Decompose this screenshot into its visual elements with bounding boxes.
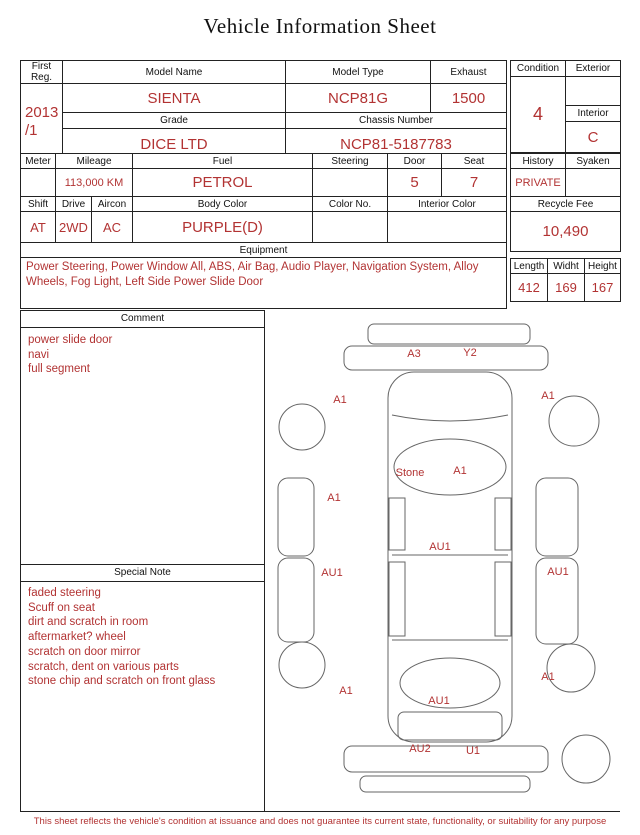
diagram-mark: Stone (395, 467, 425, 479)
spare-wheel (562, 735, 610, 783)
right-rear-door (495, 562, 511, 636)
car-diagram-svg (268, 315, 620, 805)
width-value: 169 (548, 274, 585, 302)
exterior-label: Exterior (566, 61, 621, 77)
car-body-outline (388, 372, 512, 742)
front-roof-strip (368, 324, 530, 344)
left-rear-door (389, 562, 405, 636)
height-value: 167 (585, 274, 621, 302)
spec-table-row1 (20, 153, 507, 197)
exhaust-value: 1500 (431, 84, 507, 113)
comment-line: navi (28, 348, 50, 361)
equipment-label: Equipment (21, 243, 507, 258)
wheel-rear-left (279, 642, 325, 688)
color-no-label: Color No. (313, 197, 388, 212)
width-label: Widht (548, 259, 585, 274)
drive-label: Drive (56, 197, 92, 212)
drive-value: 2WD (56, 212, 92, 244)
color-no-value (313, 212, 388, 244)
comment-line: power slide door (28, 334, 113, 346)
model-name-value: SIENTA (63, 84, 286, 113)
diagram-mark: A1 (333, 394, 347, 406)
hood-line (392, 415, 508, 421)
length-label: Length (511, 259, 548, 274)
diagram-mark: AU1 (547, 566, 569, 578)
exterior-value (566, 77, 621, 106)
front-bumper (344, 346, 548, 370)
diagram-mark: A3 (407, 348, 421, 360)
rear-lower-strip (360, 776, 530, 792)
right-front-panel (536, 478, 578, 556)
diagram-mark: Y2 (463, 347, 477, 359)
special-note-line: scratch on door mirror (28, 645, 141, 658)
exhaust-label: Exhaust (431, 61, 507, 84)
equipment-table (20, 242, 507, 309)
diagram-mark: A1 (327, 492, 341, 504)
diagram-mark: AU2 (409, 743, 431, 755)
left-front-panel (278, 478, 314, 556)
special-note-line: aftermarket? wheel (28, 631, 126, 644)
right-front-door (495, 498, 511, 550)
diagram-mark: A1 (541, 671, 555, 683)
recycle-fee-label: Recycle Fee (511, 197, 621, 212)
aircon-value: AC (92, 212, 133, 244)
wheel-front-right (549, 396, 599, 446)
dimensions-table (510, 258, 621, 302)
diagram-mark: A1 (453, 465, 467, 477)
footer-disclaimer: This sheet reflects the vehicle's condition at issuance and does not guarantee its current state, functionality, or suitability for any purpose (33, 816, 607, 827)
recycle-fee-table (510, 196, 621, 252)
interior-color-value (388, 212, 507, 244)
length-value: 412 (511, 274, 548, 302)
bottom-divider (20, 811, 620, 812)
model-type-label: Model Type (286, 61, 431, 84)
condition-label: Condition (511, 61, 566, 77)
mileage-value: 113,000 KM (56, 169, 133, 197)
trunk-lid (398, 712, 502, 740)
wheel-rear-right (547, 644, 595, 692)
shift-value: AT (21, 212, 56, 244)
history-label: History (511, 154, 566, 169)
diagram-mark: A1 (541, 390, 555, 402)
steering-value (313, 169, 388, 197)
wheel-front-left (279, 404, 325, 450)
shift-label: Shift (21, 197, 56, 212)
car-condition-diagram (268, 315, 620, 805)
syaken-label: Syaken (566, 154, 621, 169)
fuel-label: Fuel (133, 154, 313, 169)
grade-value: DICE LTD (63, 129, 286, 160)
first-reg-year: 2013 (25, 104, 59, 122)
diagram-mark: AU1 (429, 541, 451, 553)
history-value: PRIVATE (511, 169, 566, 197)
chassis-value: NCP81-5187783 (286, 129, 507, 160)
diagram-mark: AU1 (321, 567, 343, 579)
first-reg-value (21, 84, 63, 160)
steering-label: Steering (313, 154, 388, 169)
spec-table-row2 (20, 196, 507, 244)
interior-color-label: Interior Color (388, 197, 507, 212)
syaken-value (566, 169, 621, 197)
grade-label: Grade (63, 113, 286, 129)
condition-table (510, 60, 621, 153)
special-note-line: Scuff on seat (28, 601, 95, 614)
body-color-value: PURPLE(D) (133, 212, 313, 244)
page-title: Vehicle Information Sheet (203, 14, 437, 38)
comment-line: full segment (28, 363, 91, 376)
diagram-mark: A1 (339, 685, 353, 697)
fuel-value: PETROL (133, 169, 313, 197)
meter-value (21, 169, 56, 197)
recycle-fee-value: 10,490 (511, 212, 621, 252)
body-color-label: Body Color (133, 197, 313, 212)
door-label: Door (388, 154, 442, 169)
seat-value: 7 (442, 169, 507, 197)
comment-content (21, 328, 264, 564)
model-type-value: NCP81G (286, 84, 431, 113)
model-name-label: Model Name (63, 61, 286, 84)
special-note-content (21, 582, 264, 811)
first-reg-month: /1 (25, 121, 38, 139)
chassis-label: Chassis Number (286, 113, 507, 129)
condition-value: 4 (511, 77, 566, 153)
diagram-mark: AU1 (428, 695, 450, 707)
first-reg-label: First Reg. (21, 61, 63, 84)
aircon-label: Aircon (92, 197, 133, 212)
left-rear-panel (278, 558, 314, 642)
equipment-value: Power Steering, Power Window All, ABS, Air Bag, Audio Player, Navigation System, Alloy Wheels, Fog Light, Left Side Power Slide Door (21, 258, 507, 309)
special-note-line: faded steering (28, 587, 101, 599)
diagram-mark: U1 (465, 745, 481, 757)
rear-window (400, 658, 500, 708)
comment-header: Comment (21, 311, 264, 328)
interior-value: C (566, 122, 621, 153)
history-table (510, 153, 621, 197)
notes-panel (20, 310, 265, 812)
special-note-line: stone chip and scratch on front glass (28, 675, 216, 688)
special-note-line: scratch, dent on various parts (28, 660, 179, 673)
special-note-line: dirt and scratch in room (28, 616, 149, 629)
rear-bumper (344, 746, 548, 772)
interior-label: Interior (566, 106, 621, 122)
door-value: 5 (388, 169, 442, 197)
special-note-header: Special Note (21, 564, 264, 582)
mileage-label: Mileage (56, 154, 133, 169)
seat-label: Seat (442, 154, 507, 169)
meter-label: Meter (21, 154, 56, 169)
vehicle-id-table (20, 60, 507, 160)
height-label: Height (585, 259, 621, 274)
left-front-door (389, 498, 405, 550)
